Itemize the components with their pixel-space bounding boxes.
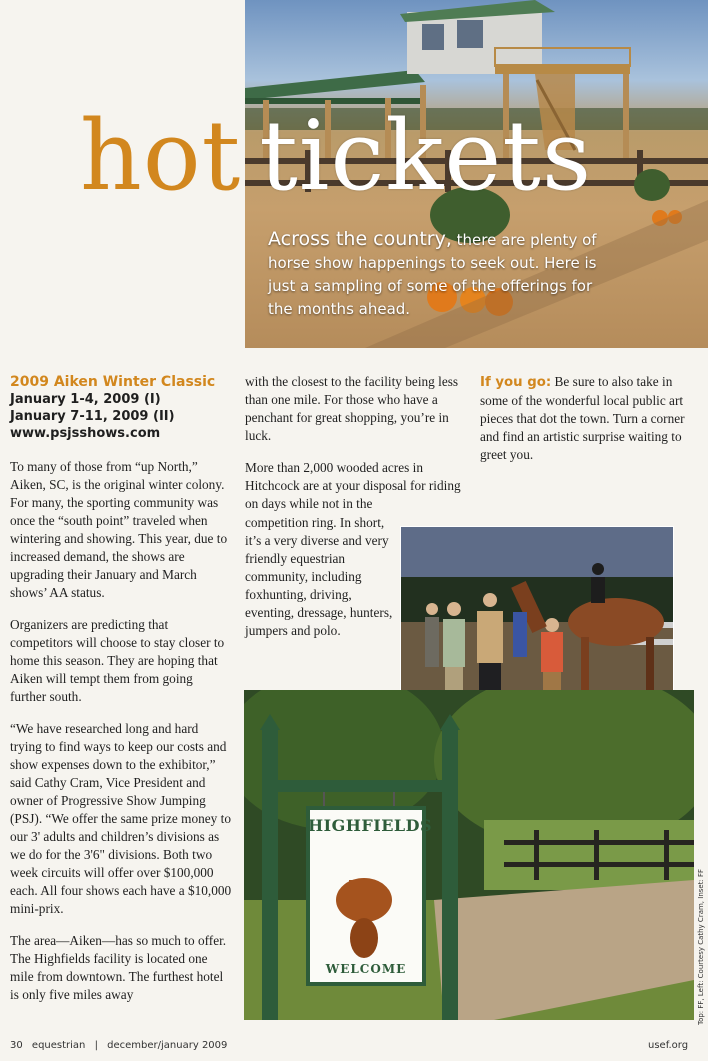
event-title: 2009 Aiken Winter Classic <box>10 374 216 390</box>
magazine-name: equestrian <box>31 1040 86 1051</box>
column-two <box>245 373 475 527</box>
title-hot: hot <box>80 100 242 212</box>
if-you-go-label: If you go: <box>480 375 552 390</box>
deck-text <box>268 228 598 321</box>
body-paragraph: “We have researched long and hard trying to find ways to keep our costs and show expenses down to the exhibitor,” said Cathy Cram, Vice President and owner of Progressive Show Jumping (PSJ). “We offer the same prize money to our 3' adults and children’s divisions as we do for the 3'6" divisions. Both two week circuits will offer over $100,000 each. All four shows each have a $10,000 mini-prix. <box>10 721 232 916</box>
sign-top-text: HIGHFIELDS <box>308 816 433 835</box>
deck-rest: there are plenty of horse show happenings to seek out. Here is just a sampling of some of the offerings for the months ahead. <box>268 231 597 318</box>
body-paragraph: The area—Aiken—has so much to offer. The Highfields facility is located one mile from downtown. The furthest hotel is only five miles away <box>10 933 227 1002</box>
if-you-go-text: Be sure to also take in some of the wonderful local public art pieces that dot the town. Turn a corner and find an artistic surprise waiting to greet you. <box>480 374 685 462</box>
sign-bottom-text: WELCOME <box>325 962 407 976</box>
event-dates-two: January 7-11, 2009 (II) <box>10 409 175 424</box>
photo-credit: Top: FF, Left: Courtesy Cathy Cram, Inset: FF <box>697 868 705 1025</box>
title-tickets: tickets <box>259 100 593 212</box>
column-three <box>480 373 693 478</box>
deck-lead: Across the country, <box>268 228 452 250</box>
body-paragraph: To many of those from “up North,” Aiken, SC, is the original winter colony. For many, the sporting community was once the “south point” traveled when wintering and showing. This year, due to increased demand, the shows are upgrading their January and March shows’ AA status. <box>10 459 228 600</box>
footer-left <box>10 1040 227 1051</box>
highfields-sign-photo <box>244 690 694 1020</box>
page-title <box>80 100 593 212</box>
issue-date: december/january 2009 <box>107 1040 228 1051</box>
column-two-wrap: competition ring. In short, it’s a very diverse and very friendly equestrian community, including foxhunting, driving, eventing, dressage, hunters, jumpers and polo. <box>245 515 393 638</box>
footer-separator: | <box>94 1040 98 1051</box>
body-paragraph: Organizers are predicting that competitors will choose to stay closer to home this season. They are hoping that Aiken will tempt them from going further south. <box>10 617 225 704</box>
if-you-go-paragraph <box>480 373 693 464</box>
body-paragraph: with the closest to the facility being less than one mile. For those who have a penchant for great shopping, you’re in luck. <box>245 374 459 443</box>
column-one <box>10 373 232 1018</box>
event-info <box>10 391 232 442</box>
page-number: 30 <box>10 1040 23 1051</box>
event-website: www.psjsshows.com <box>10 426 161 441</box>
footer-site: usef.org <box>648 1040 689 1051</box>
body-paragraph: More than 2,000 wooded acres in Hitchcock are at your disposal for riding on days while not in the <box>245 460 461 511</box>
event-dates-one: January 1-4, 2009 (I) <box>10 392 161 407</box>
